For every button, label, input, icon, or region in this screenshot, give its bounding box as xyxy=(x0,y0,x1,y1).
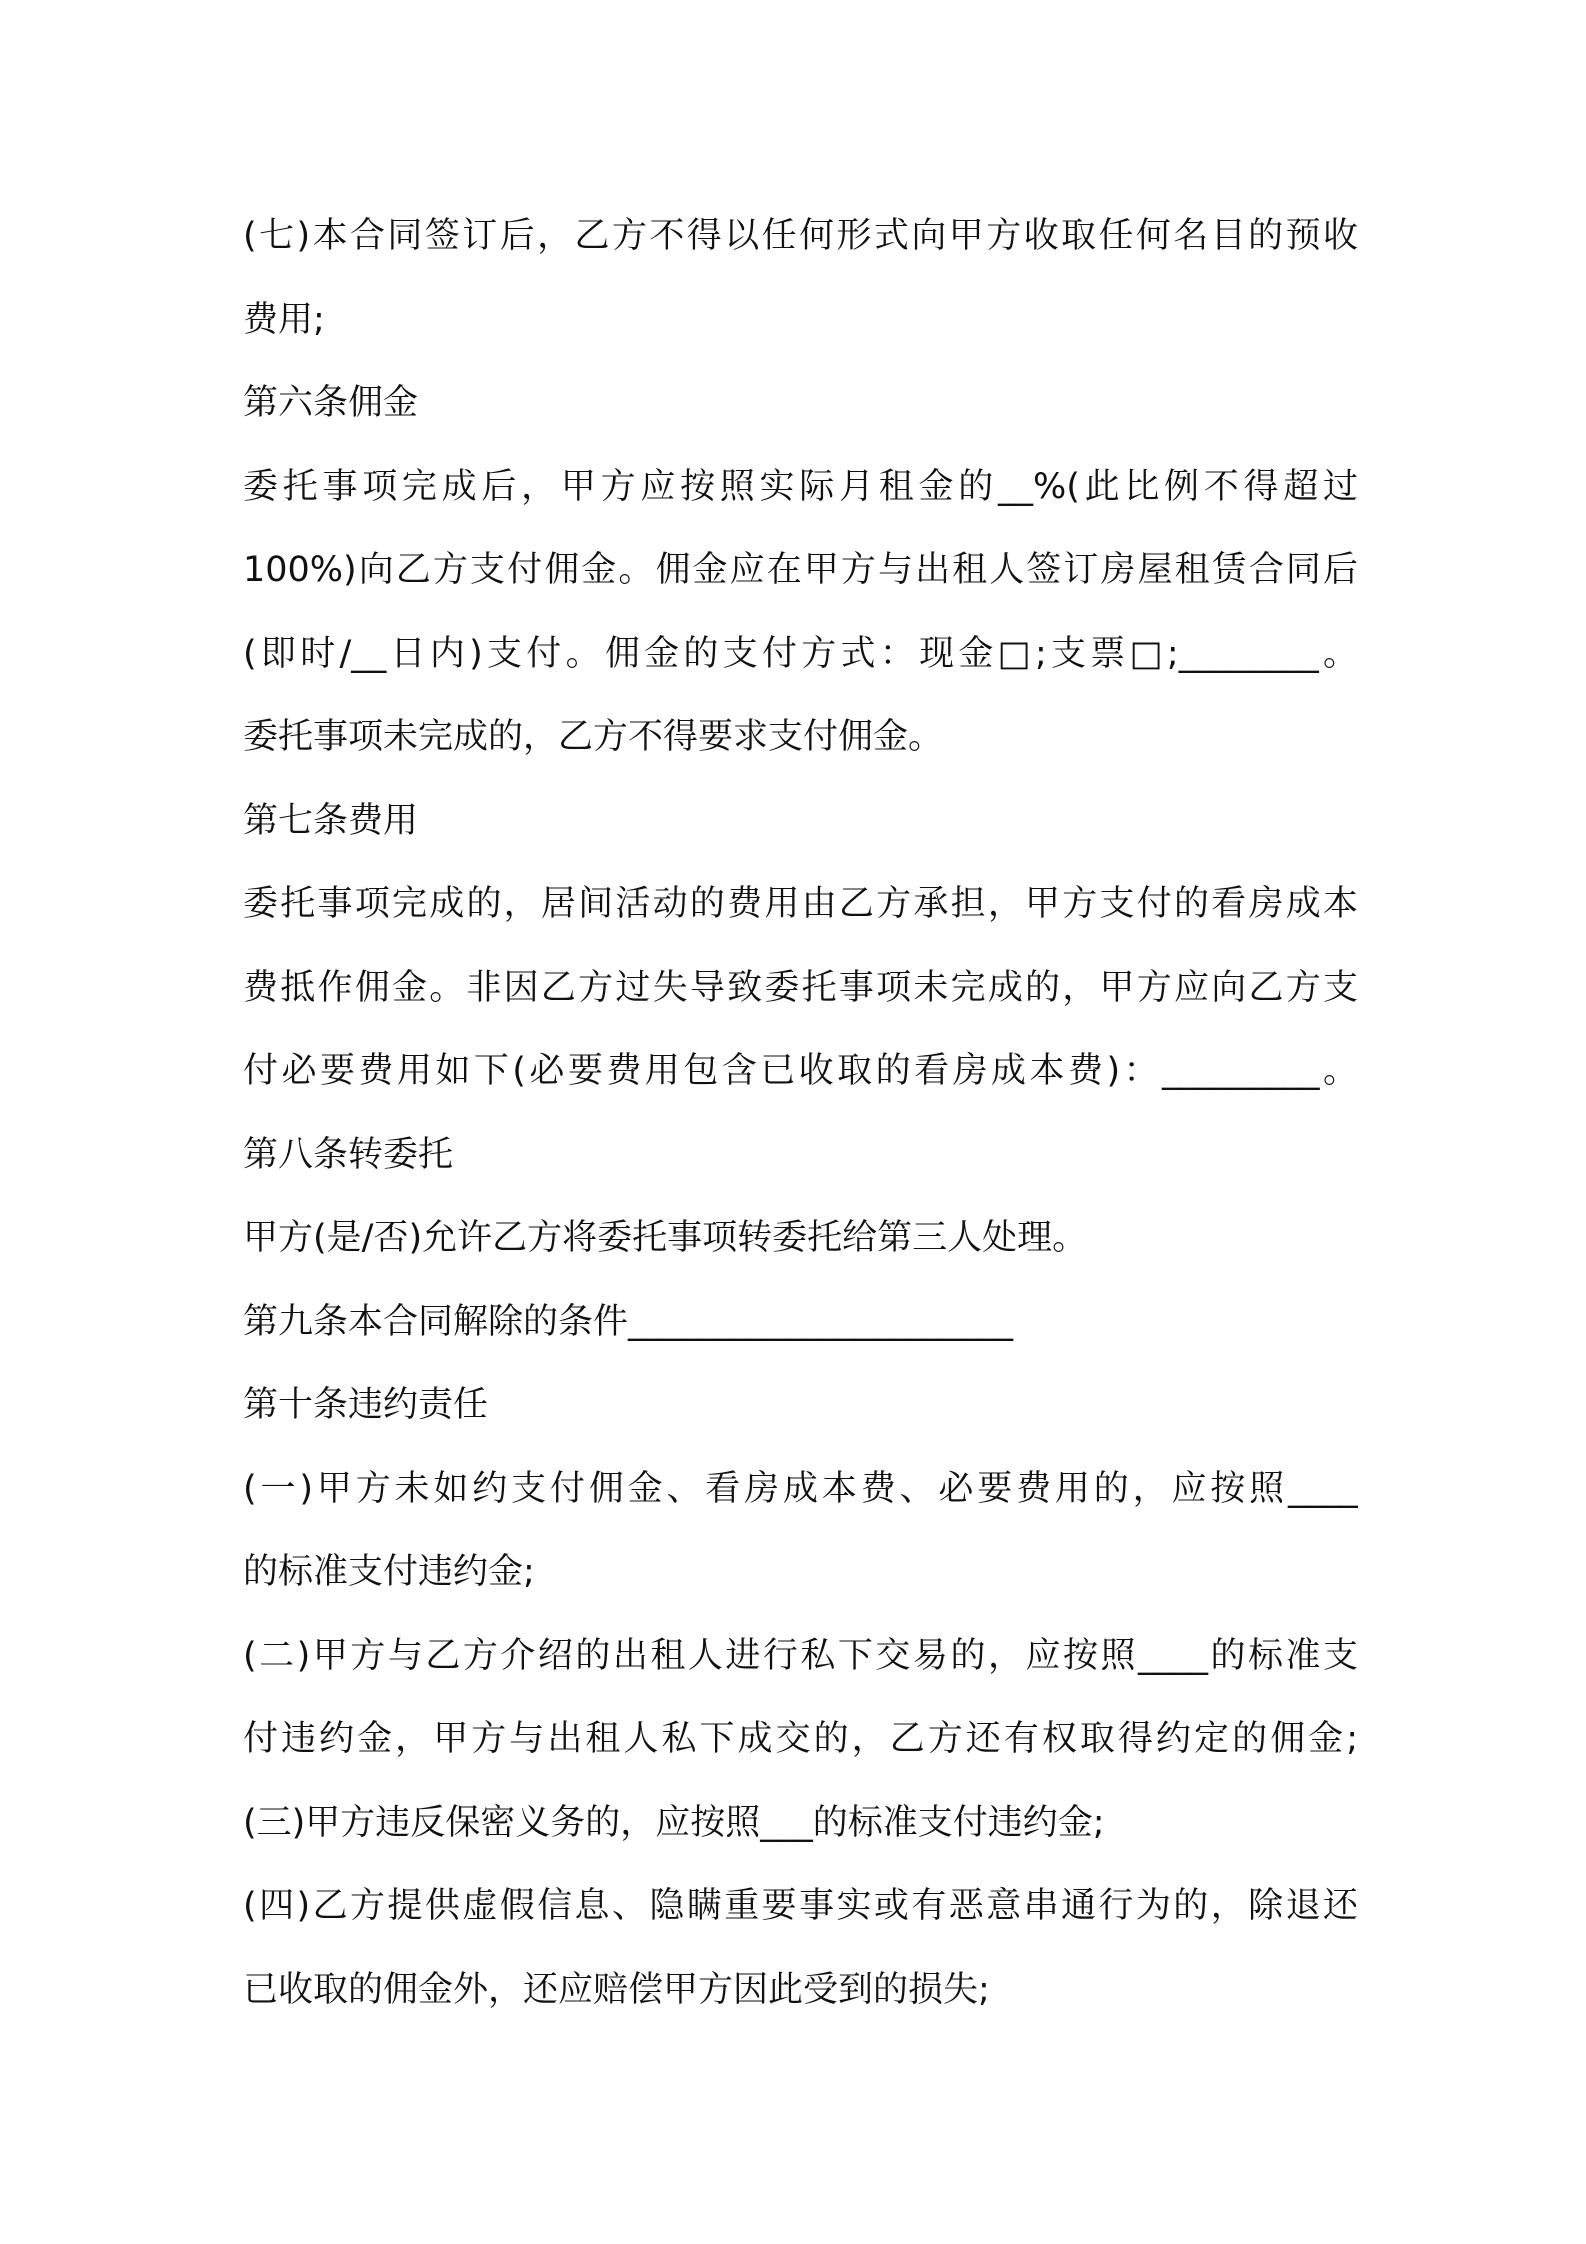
article-7-line-2: 费抵作佣金。非因乙方过失导致委托事项未完成的，甲方应向乙方支 xyxy=(243,967,1358,1008)
article-10-item-2-line-1: (二)甲方与乙方介绍的出租人进行私下交易的，应按照____的标准支 xyxy=(243,1635,1358,1676)
article-10-item-2-line-2: 付违约金，甲方与出租人私下成交的，乙方还有权取得约定的佣金; xyxy=(243,1719,1358,1759)
article-7-line-3: 付必要费用如下(必要费用包含已收取的看房成本费)：_________。 xyxy=(243,1051,1358,1091)
article-8-line-1: 甲方(是/否)允许乙方将委托事项转委托给第三人处理。 xyxy=(243,1218,1088,1258)
article-6-line-3: (即时/__日内)支付。佣金的支付方式：现金□;支票□;________。 xyxy=(243,633,1358,674)
article-10-item-4-line-1: (四)乙方提供虚假信息、隐瞒重要事实或有恶意串通行为的，除退还 xyxy=(243,1886,1358,1926)
article-6-heading: 第六条佣金 xyxy=(243,383,419,423)
article-6-line-2: 100%)向乙方支付佣金。佣金应在甲方与出租人签订房屋租赁合同后 xyxy=(243,550,1358,590)
article-7-line-1: 委托事项完成的，居间活动的费用由乙方承担，甲方支付的看房成本 xyxy=(243,884,1358,924)
article-7-heading: 第七条费用 xyxy=(243,800,419,841)
article-10-item-1-line-1: (一)甲方未如约支付佣金、看房成本费、必要费用的，应按照____ xyxy=(243,1468,1358,1509)
clause-7-line-1: (七)本合同签订后，乙方不得以任何形式向甲方收取任何名目的预收 xyxy=(243,216,1358,256)
document-body xyxy=(243,195,1358,2032)
article-6-line-4: 委托事项未完成的，乙方不得要求支付佣金。 xyxy=(243,717,944,757)
article-6-line-1: 委托事项完成后，甲方应按照实际月租金的__%(此比例不得超过 xyxy=(243,466,1358,507)
clause-7-line-2: 费用; xyxy=(243,299,325,340)
article-10-item-4-line-2: 已收取的佣金外，还应赔偿甲方因此受到的损失; xyxy=(243,1969,990,2010)
article-8-heading: 第八条转委托 xyxy=(243,1134,454,1175)
article-10-item-3-line-1: (三)甲方违反保密义务的，应按照___的标准支付违约金; xyxy=(243,1802,1105,1843)
article-10-item-1-line-2: 的标准支付违约金; xyxy=(243,1552,535,1592)
article-10-heading: 第十条违约责任 xyxy=(243,1385,489,1425)
article-9-heading: 第九条本合同解除的条件______________________ xyxy=(243,1301,1014,1342)
